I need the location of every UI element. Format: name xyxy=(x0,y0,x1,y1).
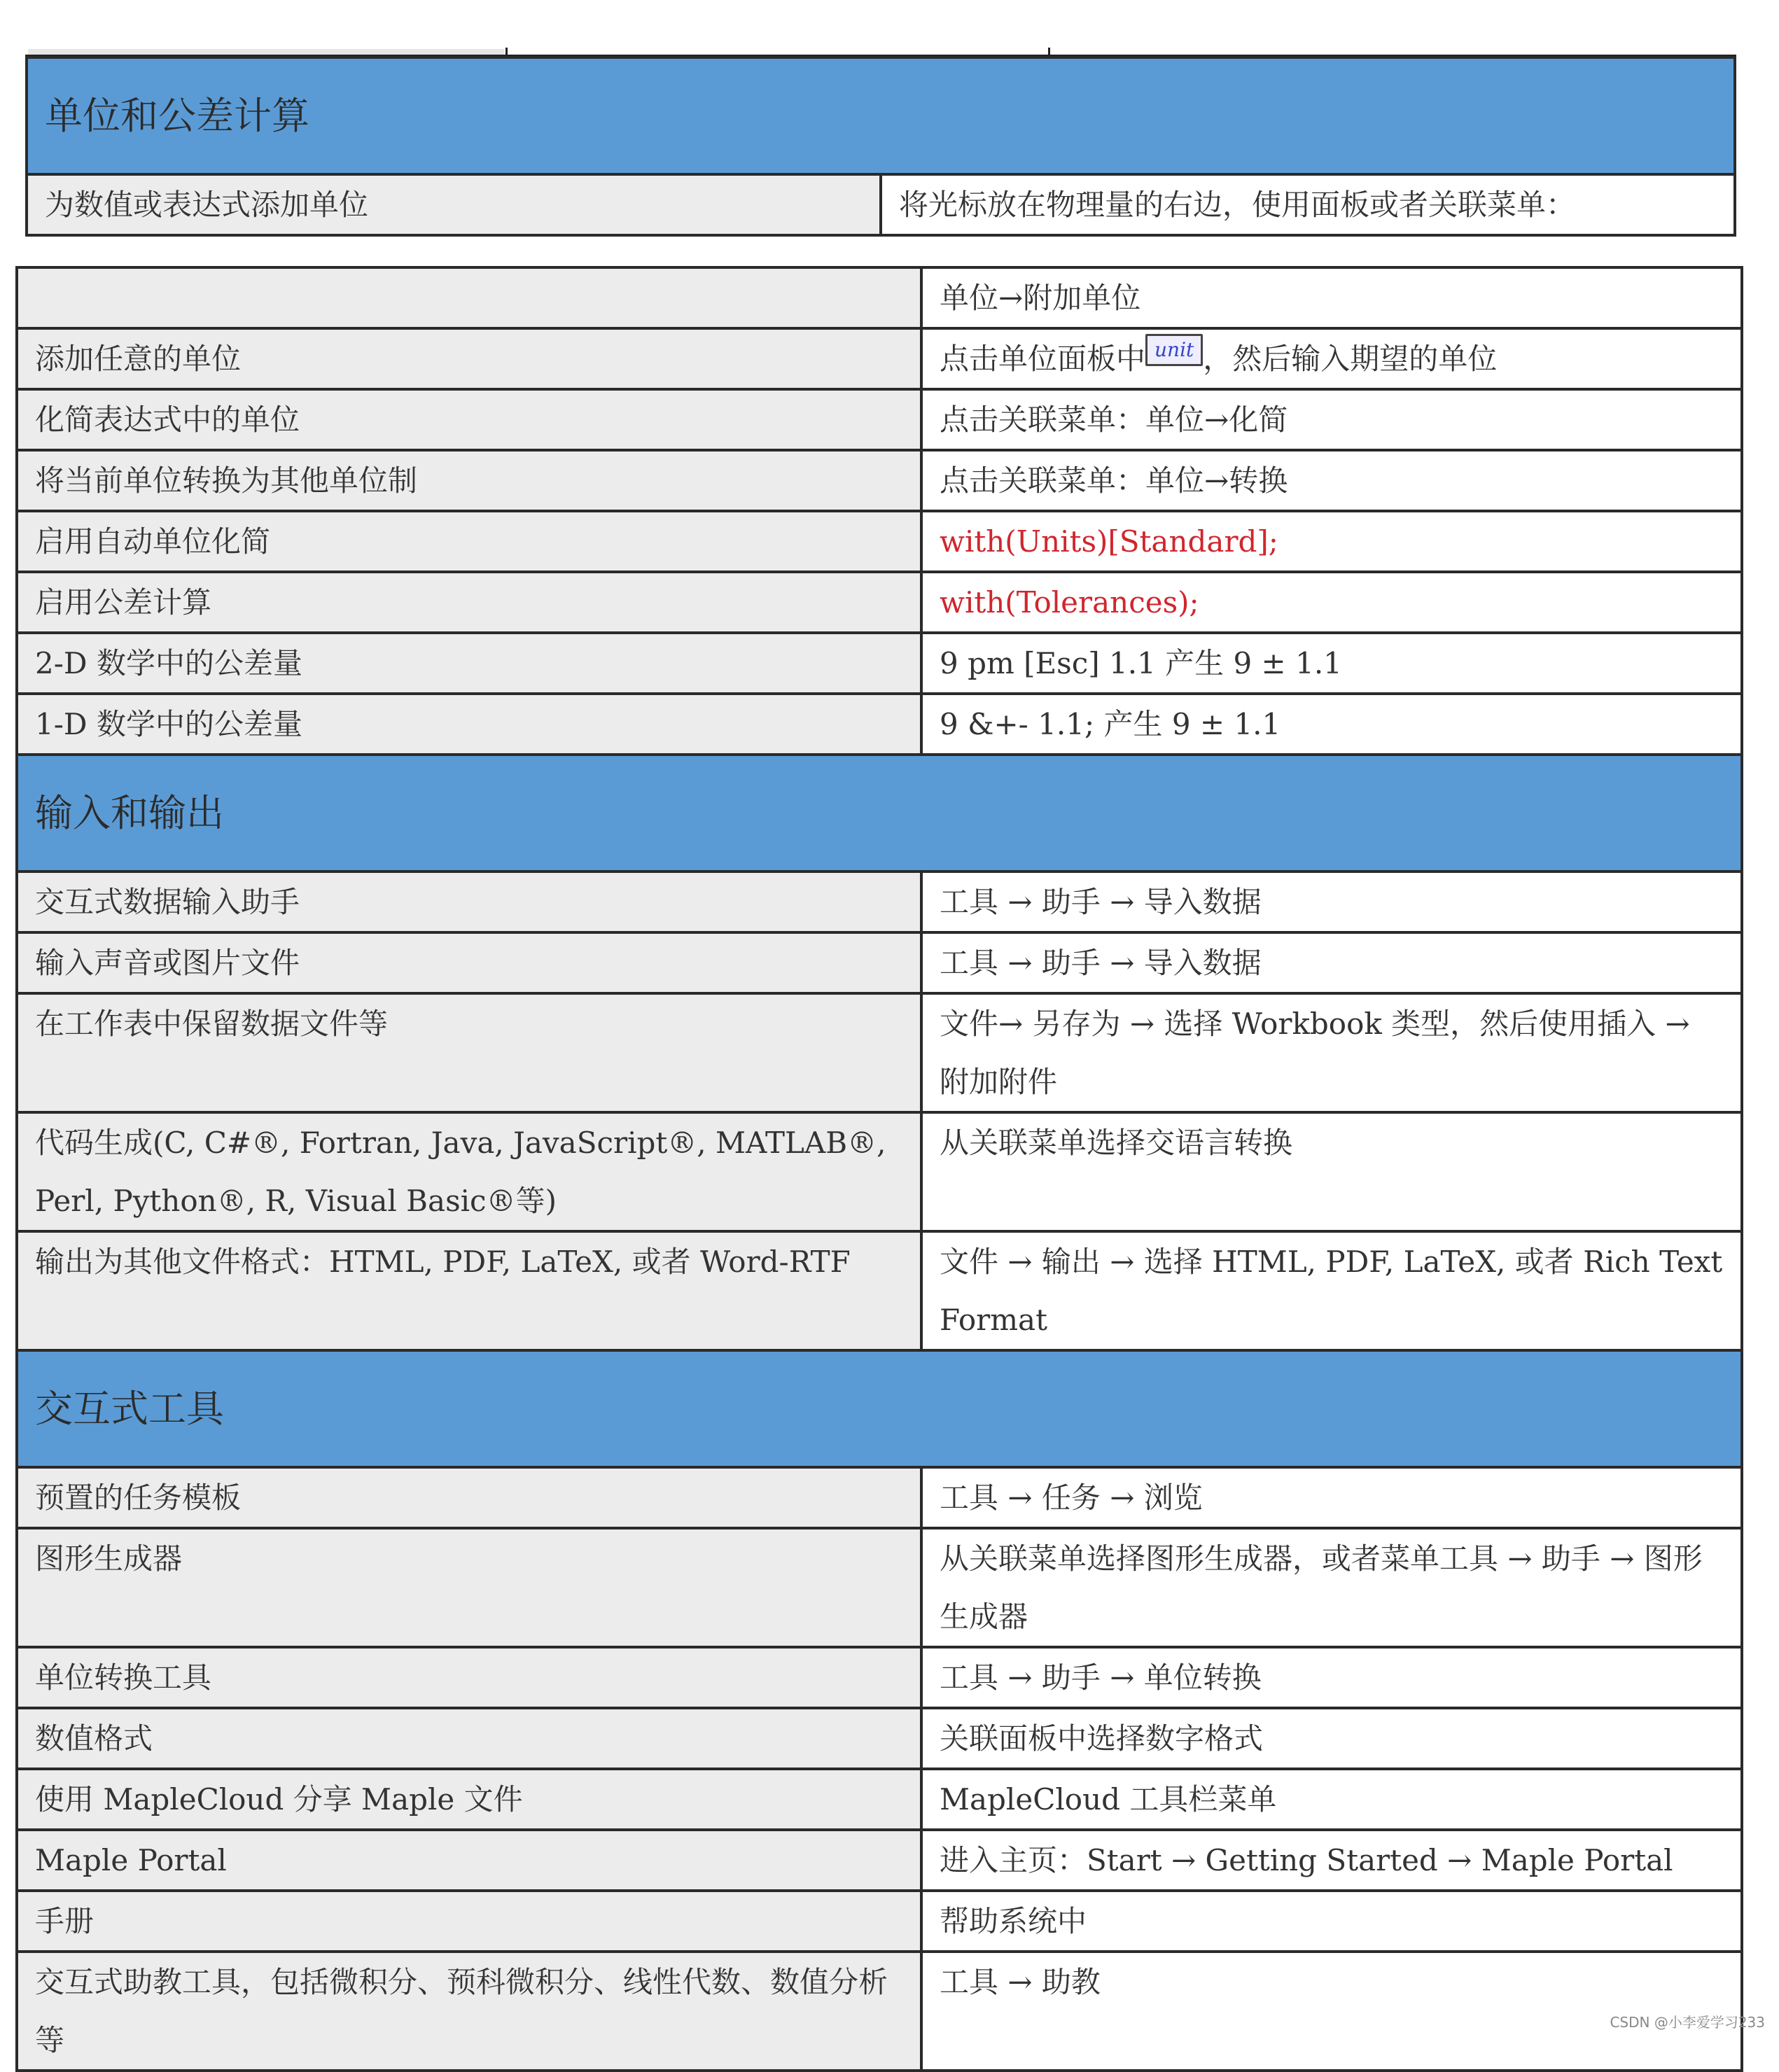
instruction-cell: 工具 → 助手 → 单位转换 xyxy=(921,1647,1742,1708)
section-header: 输入和输出 xyxy=(17,755,1742,872)
section-header: 交互式工具 xyxy=(17,1350,1742,1467)
feature-cell: 化简表达式中的单位 xyxy=(17,389,921,450)
table-row xyxy=(17,1231,1742,1350)
feature-cell: 2-D 数学中的公差量 xyxy=(17,633,921,694)
instruction-text: ，然后输入期望的单位 xyxy=(1203,342,1498,376)
instruction-cell: 将光标放在物理量的右边，使用面板或者关联菜单： xyxy=(881,174,1735,235)
table-row xyxy=(17,993,1742,1112)
section-header: 单位和公差计算 xyxy=(27,57,1735,174)
feature-cell: 手册 xyxy=(17,1891,921,1952)
instruction-cell: 工具 → 助手 → 导入数据 xyxy=(921,872,1742,932)
table-row xyxy=(17,1769,1742,1830)
feature-cell: 交互式助教工具，包括微积分、预科微积分、线性代数、数值分析等 xyxy=(17,1952,921,2071)
table-row xyxy=(17,694,1742,755)
instruction-cell: 工具 → 助教 xyxy=(921,1952,1742,2071)
table-row xyxy=(17,932,1742,993)
feature-cell: 将当前单位转换为其他单位制 xyxy=(17,450,921,511)
section-header-row xyxy=(17,755,1742,872)
table-row xyxy=(17,450,1742,511)
units-table-top xyxy=(25,56,1736,237)
table-row xyxy=(17,1952,1742,2071)
code-cell: with(Tolerances); xyxy=(921,572,1742,633)
instruction-cell: 文件→ 另存为 → 选择 Workbook 类型，然后使用插入 → 附加附件 xyxy=(921,993,1742,1112)
feature-cell: 启用自动单位化简 xyxy=(17,511,921,572)
instruction-cell: 点击关联菜单：单位→转换 xyxy=(921,450,1742,511)
section-header-row xyxy=(17,1350,1742,1467)
feature-cell: 1-D 数学中的公差量 xyxy=(17,694,921,755)
table-row xyxy=(17,1708,1742,1769)
feature-cell: 使用 MapleCloud 分享 Maple 文件 xyxy=(17,1769,921,1830)
table-row xyxy=(17,1830,1742,1891)
instruction-cell: 从关联菜单选择交语言转换 xyxy=(921,1112,1742,1231)
feature-cell: 输出为其他文件格式：HTML, PDF, LaTeX, 或者 Word-RTF xyxy=(17,1231,921,1350)
code-cell: with(Units)[Standard]; xyxy=(921,511,1742,572)
section-header-row xyxy=(27,57,1735,174)
feature-cell: 交互式数据输入助手 xyxy=(17,872,921,932)
feature-cell: 预置的任务模板 xyxy=(17,1467,921,1528)
instruction-cell: 9 pm [Esc] 1.1 产生 9 ± 1.1 xyxy=(921,633,1742,694)
unit-palette-button[interactable]: unit xyxy=(1145,334,1203,366)
table-row xyxy=(17,328,1742,389)
instruction-cell: 进入主页：Start → Getting Started → Maple Portal xyxy=(921,1830,1742,1891)
feature-cell: 数值格式 xyxy=(17,1708,921,1769)
table-row xyxy=(17,572,1742,633)
feature-cell: Maple Portal xyxy=(17,1830,921,1891)
instruction-cell: MapleCloud 工具栏菜单 xyxy=(921,1769,1742,1830)
feature-cell: 图形生成器 xyxy=(17,1528,921,1647)
instruction-cell: 从关联菜单选择图形生成器，或者菜单工具 → 助手 → 图形生成器 xyxy=(921,1528,1742,1647)
feature-cell: 在工作表中保留数据文件等 xyxy=(17,993,921,1112)
feature-cell: 单位转换工具 xyxy=(17,1647,921,1708)
table-row xyxy=(27,174,1735,235)
table-row xyxy=(17,389,1742,450)
table-row xyxy=(17,872,1742,932)
instruction-cell xyxy=(921,328,1742,389)
table-row xyxy=(17,267,1742,328)
instruction-text: 点击单位面板中 xyxy=(940,342,1146,376)
feature-cell: 添加任意的单位 xyxy=(17,328,921,389)
feature-cell xyxy=(17,267,921,328)
reference-table xyxy=(15,266,1743,2072)
table-row xyxy=(17,1467,1742,1528)
table-row xyxy=(17,1647,1742,1708)
table-row xyxy=(17,511,1742,572)
feature-cell: 输入声音或图片文件 xyxy=(17,932,921,993)
feature-cell: 代码生成(C, C#®, Fortran, Java, JavaScript®, MATLAB®, Perl, Python®, R, Visual Basic®等) xyxy=(17,1112,921,1231)
instruction-cell: 帮助系统中 xyxy=(921,1891,1742,1952)
instruction-cell: 单位→附加单位 xyxy=(921,267,1742,328)
instruction-cell: 点击关联菜单：单位→化简 xyxy=(921,389,1742,450)
feature-cell: 启用公差计算 xyxy=(17,572,921,633)
feature-cell: 为数值或表达式添加单位 xyxy=(27,174,881,235)
instruction-cell: 工具 → 任务 → 浏览 xyxy=(921,1467,1742,1528)
instruction-cell: 文件 → 输出 → 选择 HTML, PDF, LaTeX, 或者 Rich Text Format xyxy=(921,1231,1742,1350)
previous-table-edge xyxy=(28,49,504,55)
table-row xyxy=(17,1528,1742,1647)
table-row xyxy=(17,1112,1742,1231)
instruction-cell: 9 &+- 1.1; 产生 9 ± 1.1 xyxy=(921,694,1742,755)
table-row xyxy=(17,1891,1742,1952)
instruction-cell: 关联面板中选择数字格式 xyxy=(921,1708,1742,1769)
instruction-cell: 工具 → 助手 → 导入数据 xyxy=(921,932,1742,993)
table-row xyxy=(17,633,1742,694)
watermark: CSDN @小李爱学习233 xyxy=(1610,2014,1765,2031)
